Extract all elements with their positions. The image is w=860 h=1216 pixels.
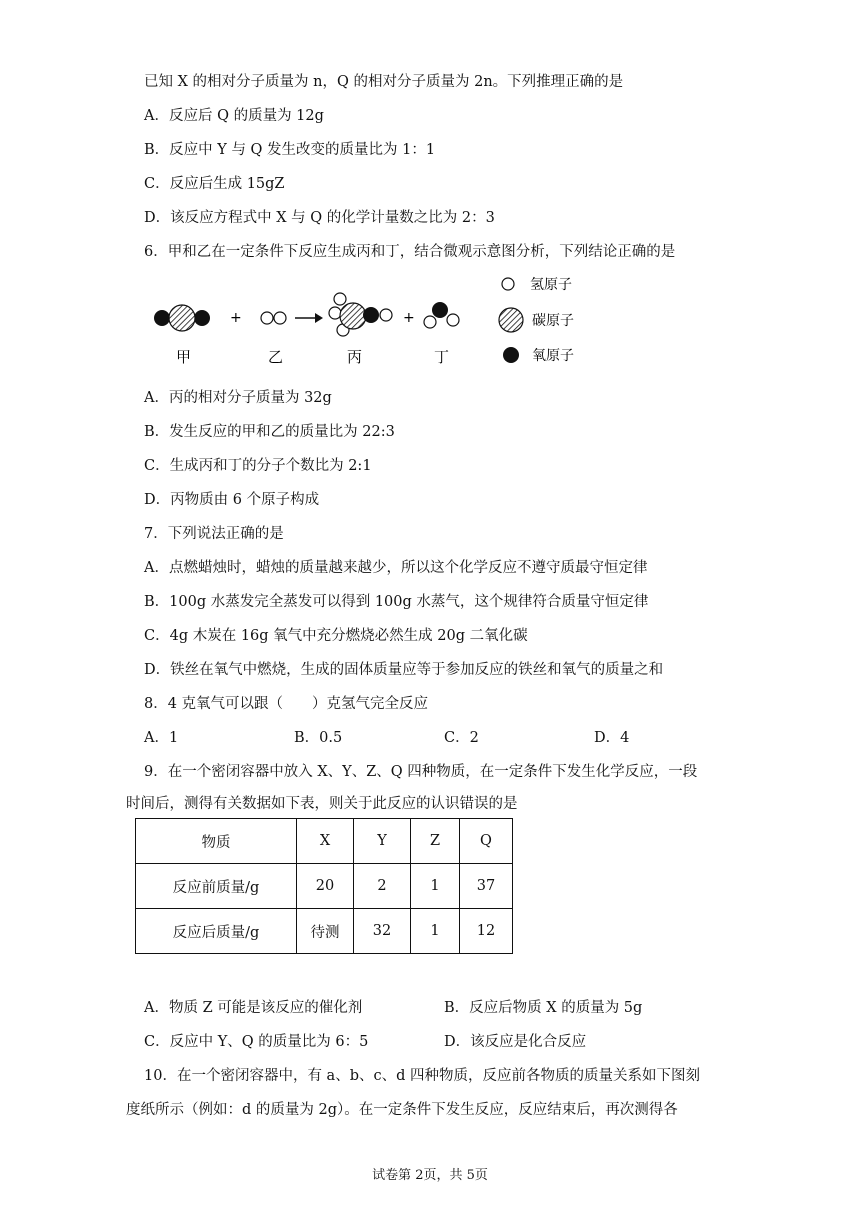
q7-option-a: A．点燃蜡烛时，蜡烛的质量越来越少，所以这个化学反应不遵守质最守恒定律 [144,560,648,576]
table-cell: 1 [411,909,460,954]
q9-option-d: D．该反应是化合反应 [444,1034,587,1050]
table-header-cell: Y [354,819,411,864]
q7-option-d: D．铁丝在氧气中燃烧，生成的固体质量应等于参加反应的铁丝和氧气的质量之和 [144,662,664,678]
table-cell: 20 [297,864,354,909]
question-5-stem-tail: 已知 X 的相对分子质量为 n，Q 的相对分子质量为 2n。下列推理正确的是 [144,74,624,90]
molecule-reaction-diagram [140,268,600,378]
legend-carbon-label: 碳原子 [532,313,574,329]
question-10-stem-line-2: 度纸所示（例如：d 的质量为 2g）。在一定条件下发生反应，反应结束后，再次测得各 [126,1102,678,1118]
legend-oxygen-icon [503,347,519,363]
table-cell: 2 [354,864,411,909]
q6-option-b: B．发生反应的甲和乙的质量比为 22:3 [144,424,395,440]
question-9-stem-line-2: 时间后，测得有关数据如下表，则关于此反应的认识错误的是 [126,796,518,812]
q7-option-c: C．4g 木炭在 16g 氧气中充分燃烧必然生成 20g 二氧化碳 [144,628,528,644]
page-footer: 试卷第 2页，共 5页 [372,1168,488,1183]
mass-data-table [135,818,513,954]
q7-option-b: B．100g 水蒸发完全蒸发可以得到 100g 水蒸气，这个规律符合质量守恒定律 [144,594,649,610]
legend [499,277,574,364]
q6-option-d: D．丙物质由 6 个原子构成 [144,492,320,508]
table-row [136,909,513,954]
q5-option-d: D．该反应方程式中 X 与 Q 的化学计量数之比为 2：3 [144,210,495,226]
table-header-row [136,819,513,864]
q5-option-c: C．反应后生成 15gZ [144,176,285,192]
q9-option-c: C．反应中 Y、Q 的质量比为 6：5 [144,1034,369,1050]
q9-option-b: B．反应后物质 X 的质量为 5g [444,1000,643,1016]
label-ding: 丁 [434,348,450,366]
legend-hydrogen-label: 氢原子 [530,277,572,293]
table-row [136,864,513,909]
table-header-cell: X [297,819,354,864]
plus-sign-1: + [230,310,242,326]
legend-oxygen-label: 氧原子 [532,348,574,364]
table-cell: 1 [411,864,460,909]
q9-option-a: A．物质 Z 可能是该反应的催化剂 [144,1000,363,1016]
q5-option-a: A．反应后 Q 的质量为 12g [144,108,324,124]
table-cell: 12 [460,909,513,954]
molecule-ding [424,302,459,328]
table-cell: 32 [354,909,411,954]
molecule-jia [154,305,210,331]
label-jia: 甲 [176,348,192,366]
question-10-stem-line-1: 10．在一个密闭容器中，有 a、b、c、d 四种物质，反应前各物质的质量关系如下图刻 [144,1068,700,1084]
q8-option-b: B．0.5 [294,730,343,746]
question-6-stem: 6．甲和乙在一定条件下反应生成丙和丁，结合微观示意图分析，下列结论正确的是 [144,244,676,260]
label-bing: 丙 [347,348,363,366]
table-cell: 37 [460,864,513,909]
molecule-bing [329,293,392,336]
question-7-stem: 7．下列说法正确的是 [144,526,284,542]
q8-option-d: D．4 [594,730,630,746]
q5-option-b: B．反应中 Y 与 Q 发生改变的质量比为 1：1 [144,142,436,158]
q8-option-c: C．2 [444,730,479,746]
q8-option-a: A．1 [144,730,179,746]
q6-option-c: C．生成丙和丁的分子个数比为 2:1 [144,458,372,474]
table-header-cell: Z [411,819,460,864]
molecule-yi [261,312,286,324]
q6-option-a: A．丙的相对分子质量为 32g [144,390,332,406]
table-cell: 反应前质量/g [136,864,297,909]
label-yi: 乙 [268,348,284,366]
table-cell: 待测 [297,909,354,954]
legend-hydrogen-icon [502,278,514,290]
plus-sign-2: + [403,310,415,326]
question-8-stem: 8．4 克氧气可以跟（ ）克氢气完全反应 [144,696,429,712]
table-header-cell: 物质 [136,819,297,864]
table-cell: 反应后质量/g [136,909,297,954]
reaction-arrow [295,313,323,323]
table-header-cell: Q [460,819,513,864]
question-9-stem-line-1: 9．在一个密闭容器中放入 X、Y、Z、Q 四种物质，在一定条件下发生化学反应，一段 [144,764,698,780]
legend-carbon-icon [499,308,523,332]
